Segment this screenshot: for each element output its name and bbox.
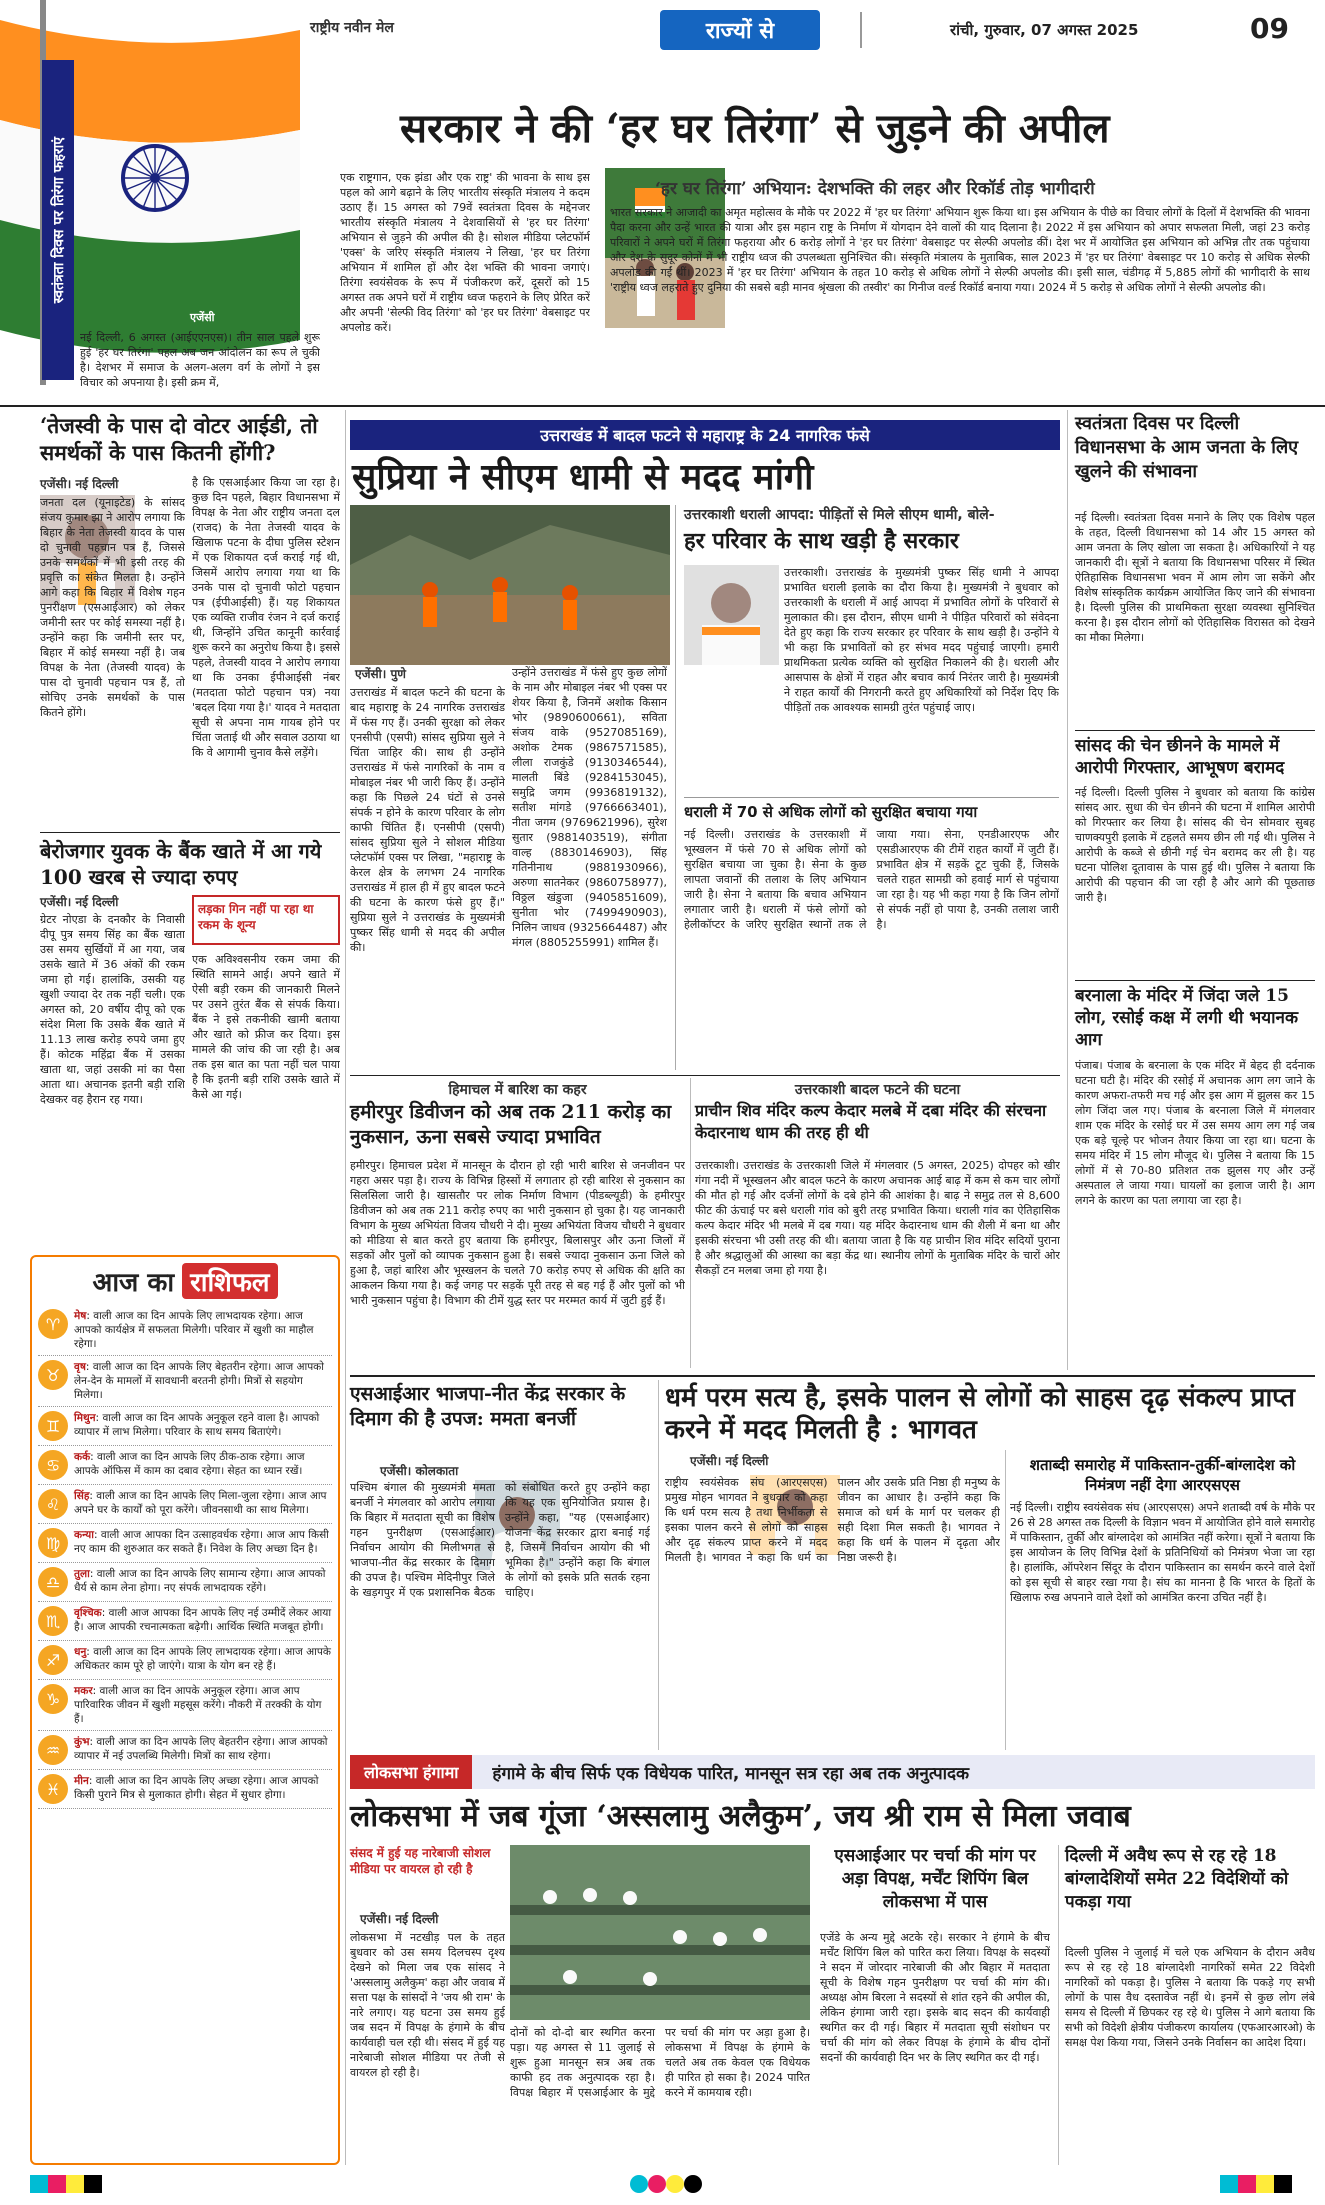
dhami-headline: हर परिवार के साथ खड़ी है सरकार [684, 528, 959, 554]
bhagwat-headline: धर्म परम सत्य है, इसके पालन से लोगों को साहस दृढ़ संकल्प प्राप्त करने में मदद मिलती है : भागवत [665, 1383, 1296, 1445]
himachal-top-rule [350, 1075, 1060, 1076]
rashifal-sign-name: वृष [74, 1361, 86, 1373]
bhagwat-text: राष्ट्रीय स्वयंसेवक संघ (आरएसएस) प्रमुख मोहन भागवत ने बुधवार को कहा कि धर्म परम सत्य है तथा निर्भीकता से इसका पालन करने से लोगों को साहस और दृढ़ संकल्प प्राप्त करने में मदद मिलती है। भागवत ने कहा कि धर्म का पालन और उसके प्रति निष्ठा ही मनुष्य के जीवन का आधार है। उन्होंने कहा कि समाज को धर्म के मार्ग पर चलकर ही सही दिशा मिल सकती है। भागवत ने कहा कि धर्म के पालन में दृढ़ता और निष्ठा जरूरी है। [665, 1476, 1000, 1564]
zodiac-sign-icon: ♈ [38, 1309, 68, 1339]
rashifal-row [38, 1356, 332, 1407]
zodiac-sign-icon: ♏ [38, 1606, 68, 1636]
rashifal-row [38, 1524, 332, 1563]
cmyk-registration-marks-right [1220, 2175, 1292, 2193]
merchant-text: एजेंडे के अन्य मुद्दे अटके रहे। सरकार ने हंगामे के बीच मर्चेंट शिपिंग बिल को पारित करा लिया। विपक्ष के सदस्यों ने सदन में जोरदार नारेबाजी की और बिहार में मतदाता सूची के विशेष गहन पुनरीक्षण पर चर्चा की मांग की। अध्यक्ष ओम बिरला ने सदस्यों से शांत रहने की अपील की, लेकिन हंगामा जारी रहा। इसके बाद सदन की कार्यवाही स्थगित कर दी गई। बिहार में मतदाता सूची संशोधन पर चर्चा की मांग को लेकर विपक्ष के हंगामे के बीच दोनों सदनों की कार्यवाही दिन भर के लिए स्थगित कर दी गई। [820, 1931, 1050, 2064]
zodiac-sign-icon: ♉ [38, 1360, 68, 1390]
loksabha-ticker: हंगामे के बीच सिर्फ एक विधेयक पारित, मानसून सत्र रहा अब तक अनुत्पादक [492, 1763, 970, 1784]
loksabha-headline: लोकसभा में जब गूंजा ‘अस्सलामु अलैकुम’, जय श्री राम से मिला जवाब [350, 1799, 1131, 1834]
rashifal-entry: वृष: वाली आज का दिन आपके लिए बेहतरीन रहेगा। आज आपको लेन-देन के मामलों में सावधानी बरतनी होगी। मित्रों से सहयोग मिलेगा। [74, 1361, 324, 1401]
loksabha-text: लोकसभा में नटखीड़ पल के तहत बुधवार को उस समय दिलचस्प दृश्य देखने को मिला जब एक सांसद ने 'अस्सलामु अलैकुम' कहा और जवाब में सत्ता पक्ष के सांसदों ने 'जय श्री राम' के नारे लगाए। यह घटना उस समय हुई जब सदन में विपक्ष के हंगामे के बीच कार्यवाही चल रही थी। संसद में हुई यह नारेबाजी सोशल मीडिया पर तेजी से वायरल हो रही है। [350, 1931, 505, 2079]
zodiac-sign-icon: ♐ [38, 1645, 68, 1675]
rashifal-entry: कुंभ: वाली आज का दिन आपके लिए बेहतरीन रहेगा। आज आपको व्यापार में नई उपलब्धि मिलेगी। मित्रों का साथ रहेगा। [74, 1736, 328, 1762]
rashifal-entry: कन्या: वाली आज आपका दिन उत्साहवर्धक रहेगा। आज आप किसी नए काम की शुरुआत कर सकते हैं। निवेश के लिए अच्छा दिन है। [74, 1529, 329, 1555]
rashifal-sign-name: कन्या [74, 1529, 94, 1541]
zodiac-sign-icon: ♎ [38, 1567, 68, 1597]
rashifal-entry: वृश्चिक: वाली आज आपका दिन आपके लिए नई उम्मीदें लेकर आया है। आज आपकी रचनात्मकता बढ़ेगी। आर्थिक स्थिति मजबूत होगी। [74, 1607, 332, 1633]
rashifal-sign-name: मिथुन [74, 1412, 96, 1424]
dhami-text: उत्तरकाशी। उत्तराखंड के मुख्यमंत्री पुष्कर सिंह धामी ने आपदा प्रभावित धराली इलाके का दौरा किया है। मुख्यमंत्री ने बुधवार को उत्तरकाशी के धराली में आई आपदा में प्रभावित लोगों के परिवारों से मुलाकात की। इस दौरान, सीएम धामी ने पीड़ित परिवारों को संवेदना देते हुए कहा कि राज्य सरकार हर परिवार के साथ खड़ी है। उन्होंने ये भी कहा कि प्रभावितों को हर संभव मदद पहुंचाई जाएगी। हमारी प्राथमिकता प्रत्येक व्यक्ति को सुरक्षित निकालने की है। धराली और आसपास के क्षेत्रों में राहत और बचाव कार्य निरंतर जारी है। मुख्यमंत्री ने राहत कार्यों की निगरानी करते हुए अधिकारियों को निर्देश दिए कि पीड़ितों तक आवश्यक सामग्री तुरंत पहुंचाई जाए। [784, 566, 1059, 714]
chain-snatch-headline: सांसद की चेन छीनने के मामले में आरोपी गिरफ्तार, आभूषण बरामद [1075, 736, 1285, 778]
divider-6 [1058, 1845, 1059, 2165]
rashifal-row [38, 1563, 332, 1602]
unemployed-callout [192, 895, 340, 945]
chain-top-rule [1075, 730, 1315, 731]
loksabha-photo [510, 1845, 810, 2020]
mamata-headline: एसआईआर भाजपा-नीत केंद्र सरकार के दिमाग की है उपज: ममता बनर्जी [350, 1383, 626, 1430]
uttarakhand-kicker-bar [350, 420, 1060, 450]
rashifal-sign-text: वाली आज आपका दिन आपके लिए नई उम्मीदें लेकर आया है। आज आपकी रचनात्मकता बढ़ेगी। आर्थिक स्थिति मजबूत होगी। [74, 1607, 332, 1633]
delhi-assembly-text: नई दिल्ली। स्वतंत्रता दिवस मनाने के लिए एक विशेष पहल के तहत, दिल्ली विधानसभा को 14 और 15 अगस्त को आम जनता के लिए खोला जा सकता है। अधिकारियों ने यह जानकारी दी। सूत्रों ने बताया कि विधानसभा परिसर में स्थित ऐतिहासिक विधानसभा भवन में आम लोग जा सकेंगे और विशेष सांस्कृतिक कार्यक्रम आयोजित किए जाने की संभावना है। दिल्ली पुलिस की प्राथमिकता सुरक्षा व्यवस्था सुनिश्चित करना है। इस दौरान लोगों को ऐतिहासिक विरासत को देखने का मौका मिलेगा। [1075, 511, 1315, 644]
rashifal-entry: मीन: वाली आज का दिन आपके लिए अच्छा रहेगा। आज आपको किसी पुराने मित्र से मुलाकात होगी। सेहत में सुधार होगा। [74, 1775, 319, 1801]
rashifal-sign-name: धनु [74, 1646, 87, 1658]
zodiac-sign-icon: ♒ [38, 1735, 68, 1765]
uttarakhand-byline: एजेंसी। पुणे [355, 667, 406, 681]
tejashwi-byline: एजेंसी। नई दिल्ली [40, 477, 119, 491]
kalp-kedar-text: उत्तरकाशी। उत्तराखंड के उत्तरकाशी जिले में मंगलवार (5 अगस्त, 2025) दोपहर को खीर गंगा नदी में भूस्खलन और बादल फटने के कारण अचानक आई बाढ़ में कम से कम चार लोगों की मौत हो गई और दर्जनों लोगों के दबे होने की आशंका है। बाढ़ ने समुद्र तल से 8,600 फीट की ऊंचाई पर बसे धराली गांव को बुरी तरह प्रभावित किया। धराली गांव का ऐतिहासिक कल्प केदार मंदिर भी मलबे में दब गया। यह मंदिर केदारनाथ धाम की शैली में बना था और इसकी संरचना भी उसी तरह की थी। बताया जाता है कि यह प्राचीन शिव मंदिर सदियों पुराना है और श्रद्धालुओं की आस्था का बड़ा केंद्र था। स्थानीय लोगों के मुताबिक मंदिर के चारों ओर सैकड़ों टन मलबा जमा हो गया है। [695, 1159, 1060, 1277]
rashifal-row [38, 1305, 332, 1356]
unemployed-headline: बेरोजगार युवक के बैंक खाते में आ गये 100 खरब से ज्यादा रुपए [40, 839, 322, 889]
chain-snatch-text: नई दिल्ली। दिल्ली पुलिस ने बुधवार को बताया कि कांग्रेस सांसद आर. सुधा की चेन छीनने की घटना में शामिल आरोपी को गिरफ्तार कर लिया है। सांसद की चेन सोमवार सुबह चाणक्यपुरी इलाके में टहलते समय छीन ली गई थी। पुलिस ने आरोपी के कब्जे से छीनी गई चेन बरामद कर ली है। यह घटना पोलिश दूतावास के पास हुई थी। पुलिस ने बताया कि आरोपी की पहचान की जा रही है और आगे की पूछताछ जारी है। [1075, 786, 1315, 904]
lead-col-3: भारत सरकार ने आजादी का अमृत महोत्सव के मौके पर 2022 में 'हर घर तिरंगा' अभियान शुरू किया था। इस अभियान के पीछे का विचार लोगों के दिलों में देशभक्ति की भावना पैदा करना और उन्हें भारत की यात्रा और इस महान राष्ट्र के निर्माण में योगदान देने वालों की याद दिलाना है। 2022 में इस अभियान को अपार सफलता मिली, जहां 23 करोड़ परिवारों ने अपने घरों में तिरंगा फहराया और 6 करोड़ लोगों ने 'हर घर तिरंगा' वेबसाइट पर सेल्फी अपलोड कीं। देश भर में आयोजित इस अभियान को अभिन्न तौर तक पहुंचाया और देश के सुदूर कोनों में भी राष्ट्रीय ध्वज की उपलब्धता सुनिश्चित की। संस्कृति मंत्रालय के मुताबिक, साल 2023 में 'हर घर तिरंगा' वेबसाइट पर 10 करोड़ से अधिक सेल्फी अपलोड की गईं थीं। 2023 में 'हर घर तिरंगा' अभियान के तहत 10 करोड़ से अधिक लोगों ने सेल्फी अपलोड की। इसी साल, चंडीगढ़ में 5,885 लोगों की भागीदारी के साथ 'राष्ट्रीय ध्वज लहराते हुए दुनिया की सबसे बड़ी मानव श्रृंखला की तस्वीर' का गिनीज वर्ल्ड रिकॉर्ड बनाया गया। 2024 में 5 करोड़ से अधिक लोगों ने सेल्फी अपलोड की। [610, 206, 1310, 294]
rashifal-sign-name: मकर [74, 1685, 93, 1697]
rashifal-sign-text: वाली आज का दिन आपके लिए ठीक-ठाक रहेगा। आज आपके ऑफिस में काम का दबाव रहेगा। सेहत का ध्यान रखें। [74, 1451, 305, 1477]
page-number: 09 [1250, 12, 1289, 45]
publication-name: राष्ट्रीय नवीन मेल [310, 20, 394, 36]
dateline: रांची, गुरुवार, 07 अगस्त 2025 [950, 21, 1139, 39]
masthead-divider [860, 12, 862, 48]
tejashwi-col-2: है कि एसआईआर किया जा रहा है। कुछ दिन पहले, बिहार विधानसभा में विपक्ष के नेता और राष्ट्रीय जनता दल (राजद) के नेता तेजस्वी यादव के खिलाफ पटना के दीघा पुलिस स्टेशन में एक शिकायत दर्ज कराई गई थी, जिसमें आरोप लगाया गया था कि उनके पास दो चुनावी फोटो पहचान पत्र (ईपीआईसी) हैं। यह शिकायत एक व्यक्ति राजीव रंजन ने दर्ज कराई थी, जिन्होंने उचित कानूनी कार्रवाई शुरू करने का अनुरोध किया है। इससे पहले, तेजस्वी यादव ने आरोप लगाया था कि उनका ईपीआईसी नंबर (मतदाता फोटो पहचान पत्र) नया 'बदल दिया गया है।' यादव ने मतदाता सूची से अपना नाम गायब होने पर चिंता जताई थी और सवाल उठाया था कि वे आगामी चुनाव कैसे लड़ेंगे। [192, 476, 340, 759]
cmyk-registration-marks [30, 2175, 102, 2193]
section-title: राज्यों से [705, 19, 775, 44]
rashifal-row [38, 1602, 332, 1641]
rashifal-entry: धनु: वाली आज का दिन आपके लिए लाभदायक रहेगा। आज आपके अधिकतर काम पूरे हो जाएंगे। यात्रा के योग बन रहे हैं। [74, 1646, 331, 1672]
rss-conf-headline: शताब्दी समारोह में पाकिस्तान-तुर्की-बांग्लादेश को निमंत्रण नहीं देगा आरएसएस [1029, 1456, 1296, 1494]
divider-3 [690, 1078, 691, 1368]
zodiac-sign-icon: ♊ [38, 1411, 68, 1441]
rashifal-row [38, 1446, 332, 1485]
mamata-top-rule [350, 1375, 1315, 1377]
flag-vertical-caption [42, 60, 74, 380]
mamata-byline: एजेंसी। कोलकाता [380, 1464, 459, 1478]
cm-dhami-photo [684, 565, 779, 665]
rashifal-box [30, 1255, 340, 2165]
divider-5 [1005, 1450, 1006, 1750]
top-section-rule [0, 405, 1325, 407]
rashifal-row [38, 1641, 332, 1680]
divider-2 [1067, 410, 1068, 1370]
divider-4 [658, 1380, 659, 1750]
tejashwi-col-1: जनता दल (यूनाइटेड) के सांसद संजय कुमार झा ने आरोप लगाया कि बिहार के नेता तेजस्वी यादव के पास दो चुनावी पहचान पत्र हैं, जिससे उनके समर्थकों में भी इसी तरह की प्रवृत्ति का संकेत मिलता है। उन्होंने आगे कहा कि बिहार में विशेष गहन पुनरीक्षण (एसआईआर) को लेकर जमीनी स्तर पर कोई समस्या नहीं है। उन्होंने कहा कि जमीनी स्तर पर, बिहार में कोई समस्या नहीं है। जब विपक्ष के नेता (तेजस्वी यादव) के पास दो चुनावी पहचान पत्र हैं, तो सोचिए उनके समर्थकों के पास कितने होंगे। [40, 496, 185, 719]
himachal-kicker: हिमाचल में बारिश का कहर [448, 1082, 587, 1098]
rashifal-sign-name: मीन [74, 1775, 89, 1787]
dhami-subheadline: धराली में 70 से अधिक लोगों को सुरक्षित बचाया गया [684, 803, 978, 821]
rashifal-sign-text: वाली आज का दिन आपके लिए बेहतरीन रहेगा। आज आपको लेन-देन के मामलों में सावधानी बरतनी होगी। मित्रों से सहयोग मिलेगा। [74, 1361, 324, 1401]
rashifal-sign-text: वाली आज का दिन आपके लिए लाभदायक रहेगा। आज आपको कार्यक्षेत्र में सफलता मिलेगी। परिवार में खुशी का माहौल रहेगा। [74, 1310, 314, 1350]
dhami-sub-rule [684, 797, 1059, 798]
zodiac-sign-icon: ♍ [38, 1528, 68, 1558]
dhami-sub-text: नई दिल्ली। उत्तराखंड के उत्तरकाशी में भूस्खलन में फंसे 70 से अधिक लोगों को सुरक्षित बचाया जा चुका है। सेना के कुछ लापता जवानों की तलाश के लिए अभियान जारी है। सेना ने बताया कि बचाव अभियान लगातार जारी है। धराली में फंसे लोगों को हेलीकॉप्टर के जरिए सुरक्षित स्थानों तक ले जाया गया। सेना, एनडीआरएफ और एसडीआरएफ की टीमें राहत कार्यों में जुटी हैं। प्रभावित क्षेत्र में सड़कें टूट चुकी हैं, जिसके चलते राहत सामग्री को हवाई मार्ग से पहुंचाया जा रहा है। यह भी कहा गया है कि जिन लोगों से संपर्क नहीं हो पाया है, उनकी तलाश जारी है। [684, 828, 1059, 931]
rashifal-sign-text: वाली आज का दिन आपके लिए सामान्य रहेगा। आज आपको धैर्य से काम लेना होगा। नए संपर्क लाभदायक रहेंगे। [74, 1568, 326, 1594]
barnala-text: पंजाब। पंजाब के बरनाला के एक मंदिर में बेहद ही दर्दनाक घटना घटी है। मंदिर की रसोई में अचानक आग लग जाने के कारण अफरा-तफरी मच गई और इस आग में झुलस कर 15 लोग जिंदा जल गए। पंजाब के बरनाला जिले में मंगलवार शाम एक मंदिर के रसोई घर में उस समय आग लग गई जब एक बड़े चूल्हे पर भोजन तैयार किया जा रहा था। घटना के समय मंदिर में 15 लोग मौजूद थे। पुलिस ने बताया कि 15 लोगों में से 70-80 प्रतिशत तक झुलस गए और उन्हें अस्पताल ले जाया गया। घायलों का इलाज जारी है। आग लगने के कारण का पता लगाया जा रहा है। [1075, 1059, 1315, 1207]
loksabha-text-2: दोनों को दो-दो बार स्थगित करना पड़ा। यह अगस्त से 11 जुलाई से शुरू हुआ मानसून सत्र अब तक काफी हद तक अनुत्पादक रहा है। विपक्ष बिहार में एसआईआर के मुद्दे पर चर्चा की मांग पर अड़ा हुआ है। लोकसभा में विपक्ष के हंगामे के चलते अब तक केवल एक विधेयक ही पारित हो सका है। 2024 पारित करने में कामयाब रही। [510, 2026, 810, 2099]
rashifal-row [38, 1731, 332, 1770]
unemployed-col-1: ग्रेटर नोएडा के दनकौर के निवासी दीपू पुत्र समय सिंह का बैंक खाता उस समय सुर्खियों में आ गया, जब उसके खाते में 36 अंकों की रकम जमा हो गई। हालांकि, उसकी यह खुशी ज्यादा देर तक नहीं चली। एक अगस्त को, 20 वर्षीय दीपू को एक संदेश मिला कि उसके बैंक खाते में 11.13 लाख करोड़ रुपये जमा हुए हैं। कोटक महिंद्रा बैंक में उसका खाता था, जहां उसकी मां का पैसा आता था। अचानक इतनी बड़ी राशि देखकर वह हैरान रह गया। [40, 913, 185, 1106]
mamata-text: पश्चिम बंगाल की मुख्यमंत्री ममता बनर्जी ने मंगलवार को आरोप लगाया कि बिहार में मतदाता सूची का विशेष गहन पुनरीक्षण (एसआईआर) निर्वाचन आयोग की मिलीभगत से भाजपा-नीत केंद्र सरकार के दिमाग की उपज है। पश्चिम मेदिनीपुर जिले के खड़गपुर में एक प्रशासनिक बैठक को संबोधित करते हुए उन्होंने कहा कि यह एक सुनियोजित प्रयास है। उन्होंने कहा, "यह (एसआईआर) योजना केंद्र सरकार द्वारा बनाई गई है, जिसमें निर्वाचन आयोग की भी भूमिका है।" उन्होंने कहा कि बंगाल के लोगों को इसके प्रति सतर्क रहना चाहिए। [350, 1481, 650, 1599]
rashifal-sign-name: तुला [74, 1568, 90, 1580]
uttarakhand-headline: सुप्रिया ने सीएम धामी से मदद मांगी [352, 456, 814, 498]
rashifal-sign-name: कुंभ [74, 1736, 90, 1748]
lead-col-2: एक राष्ट्रगान, एक झंडा और एक राष्ट्र' की भावना के साथ इस पहल को आगे बढ़ाने के लिए भारतीय संस्कृति मंत्रालय ने कदम उठाए हैं। 15 अगस्त को 79वें स्वतंत्रता दिवस के मद्देनजर भारतीय संस्कृति मंत्रालय ने देशवासियों से 'हर घर तिरंगा' अभियान से जुड़ने की अपील की है। सोशल मीडिया प्लेटफॉर्म 'एक्स' के जरिए संस्कृति मंत्रालय ने लिखा, 'हर घर तिरंगा अभियान में शामिल हों और देश भक्ति की भावना जगाएं। तिरंगा स्वयंसेवक के रूप में पंजीकरण करें, दूसरों को 15 अगस्त तक अपने घरों में राष्ट्रीय ध्वज फहराने के लिए प्रेरित करें और अपनी 'सेल्फी विद तिरंगा' को 'हर घर तिरंगा' वेबसाइट पर अपलोड करें। [340, 171, 590, 334]
rashifal-sign-text: वाली आज का दिन आपके लिए अच्छा रहेगा। आज आपको किसी पुराने मित्र से मुलाकात होगी। सेहत में सुधार होगा। [74, 1775, 319, 1801]
rashifal-row [38, 1485, 332, 1524]
rescue-photo [350, 505, 670, 665]
uttarakhand-col-2: उन्होंने उत्तराखंड में फंसे हुए कुछ लोगों के नाम और मोबाइल नंबर भी एक्स पर शेयर किया है, जिनमें अशोक किसान भोर (9890600661), सविता संजय वाके (9527085169), अशोक टेमक (9867571585), लीला राजकुंडे (9130346544), मालती बिंडे (9284153045), समुद्रि जगम (9936819132), सतीश मांगडे (9766663401), नीता जगम (9769621996), सुरेश सुतार (9881403519), संगीता वाल्ह (8830146903), सिंह गतिनीनाथ (9881930966), अरुणा सातनेकर (9860758977), विठ्ठल खंडुजा (9405851609), सुनीता भोर (7499490903), निलिन जाधव (9325664487) और मंगल (8805255991) शामिल हैं। [512, 666, 667, 949]
zodiac-sign-icon: ♌ [38, 1489, 68, 1519]
zodiac-sign-icon: ♑ [38, 1684, 68, 1714]
section-badge [660, 10, 820, 50]
rashifal-row [38, 1680, 332, 1731]
cmyk-registration-marks-center [630, 2175, 702, 2193]
rashifal-sign-name: मेष [74, 1310, 87, 1322]
kalp-kedar-headline: प्राचीन शिव मंदिर कल्प केदार मलबे में दबा मंदिर की संरचना केदारनाथ धाम की तरह ही थी [695, 1101, 1047, 1142]
lead-sub-bar [610, 176, 1310, 199]
lead-subheadline-text: ‘हर घर तिरंगा’ अभियान: देशभक्ति की लहर और रिकॉर्ड तोड़ भागीदारी [655, 179, 1095, 199]
rashifal-row [38, 1407, 332, 1446]
rashifal-sign-text: वाली आज का दिन आपके अनुकूल रहने वाला है। आपको व्यापार में लाभ मिलेगा। परिवार के साथ समय बिताएंगे। [74, 1412, 320, 1438]
unemployed-byline: एजेंसी। नई दिल्ली [40, 895, 119, 909]
rss-conf-text: नई दिल्ली। राष्ट्रीय स्वयंसेवक संघ (आरएसएस) अपने शताब्दी वर्ष के मौके पर 26 से 28 अगस्त तक दिल्ली के विज्ञान भवन में आयोजित होने वाले समारोह में पाकिस्तान, तुर्की और बांग्लादेश को आमंत्रित नहीं करेगा। सूत्रों ने बताया कि इस आयोजन के लिए विभिन्न देशों के प्रतिनिधियों को निमंत्रण भेजा जा रहा है। हालांकि, ऑपरेशन सिंदूर के दौरान पाकिस्तान का समर्थन करने वाले देशों को इस सूची से बाहर रखा गया है। संघ का मानना है कि भारत के हितों के खिलाफ रुख अपनाने वाले देशों को आमंत्रित करना उचित नहीं है। [1010, 1501, 1315, 1604]
unemployed-col-2: एक अविश्वसनीय रकम जमा की स्थिति सामने आई। अपने खाते में ऐसी बड़ी रकम की जानकारी मिलने पर उसने तुरंत बैंक से संपर्क किया। बैंक ने इसे तकनीकी खामी बताया और खाते को फ्रीज कर दिया। इस मामले की जांच की जा रही है। अब तक इस बात का पता नहीं चल पाया है कि इतनी बड़ी राशि उसके खाते में कैसे आ गई। [192, 953, 340, 1101]
lead-col-1: नई दिल्ली, 6 अगस्त (आईएएनएस)। तीन साल पहले शुरू हुई 'हर घर तिरंगा' पहल अब जन आंदोलन का रूप ले चुकी है। देशभर में समाज के अलग-अलग वर्ग के लोगों ने इस विचार को अपनाया है। इसी क्रम में, [80, 331, 320, 389]
divider-1 [345, 410, 346, 2165]
rashifal-row [38, 1770, 332, 1809]
uttarakhand-col-1: उत्तराखंड में बादल फटने की घटना के बाद महाराष्ट्र के 24 नागरिक उत्तराखंड में फंस गए हैं। उनकी सुरक्षा को लेकर एनसीपी (एसपी) सांसद सुप्रिया सुले ने चिंता जाहिर की। साथ ही उन्होंने उत्तराखंड में फंसे नागरिकों के नाम व मोबाइल नंबर भी जारी किए हैं। उन्होंने कहा कि पिछले 24 घंटों से उनसे संपर्क न होने के कारण परिवार के लोग काफी चिंतित हैं। एनसीपी (एसपी) सांसद सुप्रिया सुले ने सोशल मीडिया प्लेटफॉर्म एक्स पर लिखा, "महाराष्ट्र के केरल क्षेत्र के लगभग 24 नागरिक उत्तराखंड में हाल ही में हुए बादल फटने की घटना के कारण फंसे हुए हैं।" सुप्रिया सुले ने उत्तराखंड के मुख्यमंत्री पुष्कर सिंह धामी से मदद की अपील की। [350, 686, 505, 954]
merchant-headline: एसआईआर पर चर्चा की मांग पर अड़ा विपक्ष, मर्चेंट शिपिंग बिल लोकसभा में पास [834, 1846, 1036, 1912]
loksabha-callout-text: संसद में हुई यह नारेबाजी सोशल मीडिया पर वायरल हो रही है [350, 1846, 491, 1876]
delhi-assembly-headline: स्वतंत्रता दिवस पर दिल्ली विधानसभा के आम जनता के लिए खुलने की संभावना [1075, 413, 1299, 482]
rashifal-sign-text: वाली आज का दिन आपके लिए लाभदायक रहेगा। आज आपके अधिकतर काम पूरे हो जाएंगे। यात्रा के योग बन रहे हैं। [74, 1646, 331, 1672]
rashifal-entry: सिंह: वाली आज का दिन आपके लिए मिला-जुला रहेगा। आज आप अपने घर के कार्यों को पूरा करेंगे। जीवनसाथी का साथ मिलेगा। [74, 1490, 327, 1516]
rashifal-sign-name: वृश्चिक [74, 1607, 102, 1619]
barnala-headline: बरनाला के मंदिर में जिंदा जले 15 लोग, रसोई कक्ष में लगी थी भयानक आग [1075, 986, 1299, 1050]
rashifal-sign-text: वाली आज आपका दिन उत्साहवर्धक रहेगा। आज आप किसी नए काम की शुरुआत कर सकते हैं। निवेश के लिए अच्छा दिन है। [74, 1529, 329, 1555]
flag-vertical-text: स्वतंत्रता दिवस पर तिरंगा फहराएं [50, 136, 67, 304]
zodiac-sign-icon: ♋ [38, 1450, 68, 1480]
himachal-headline: हमीरपुर डिवीजन को अब तक 211 करोड़ का नुकसान, ऊना सबसे ज्यादा प्रभावित [350, 1101, 672, 1148]
himachal-text: हमीरपुर। हिमाचल प्रदेश में मानसून के दौरान हो रही भारी बारिश से जनजीवन पर गहरा असर पड़ा है। राज्य के विभिन्न हिस्सों में लगातार हो रही बारिश से नुकसान का सिलसिला जारी है। खासतौर पर लोक निर्माण विभाग (पीडब्ल्यूडी) के हमीरपुर डिवीजन को अब तक 211 करोड़ रुपए का भारी नुकसान हो चुका है। यह जानकारी विभाग के मुख्य अभियंता विजय चौधरी ने दी। मुख्य अभियंता विजय चौधरी ने बुधवार को मीडिया से बात करते हुए बताया कि हमीरपुर, बिलासपुर और ऊना जिलों में सड़कों और पुलों को व्यापक नुकसान हुआ है। सबसे ज्यादा नुकसान ऊना जिले को हुआ है, जहां बारिश और भूस्खलन के चलते 70 करोड़ रुपए से अधिक की क्षति का आकलन किया गया है। कई जगह पर सड़कें पूरी तरह से बह गई हैं और पुलों को भी भारी नुकसान पहुंचा है। विभाग की टीमें युद्ध स्तर पर मरम्मत कार्य में जुटी हुई हैं। [350, 1159, 685, 1307]
rashifal-title-prefix: आज का [92, 1268, 175, 1298]
dhami-box [675, 505, 1060, 1070]
rashifal-title [38, 1263, 332, 1299]
kalp-kedar-kicker: उत्तरकाशी बादल फटने की घटना [794, 1082, 961, 1098]
rashifal-entry: कर्क: वाली आज का दिन आपके लिए ठीक-ठाक रहेगा। आज आपके ऑफिस में काम का दबाव रहेगा। सेहत का ध्यान रखें। [74, 1451, 305, 1477]
rashifal-entry: मकर: वाली आज का दिन आपके अनुकूल रहेगा। आज आप पारिवारिक जीवन में खुशी महसूस करेंगे। नौकरी में तरक्की के योग हैं। [74, 1685, 322, 1725]
zodiac-sign-icon: ♓ [38, 1774, 68, 1804]
tejashwi-headline: ‘तेजस्वी के पास दो वोटर आईडी, तो समर्थकों के पास कितनी होंगी? [40, 413, 318, 465]
rashifal-list [38, 1305, 332, 1809]
uttarakhand-kicker: उत्तराखंड में बादल फटने से महाराष्ट्र के 24 नागरिक फंसे [540, 426, 870, 445]
unemployed-callout-text: लड़का गिन नहीं पा रहा था रकम के शून्य [198, 902, 314, 932]
rashifal-title-main: राशिफल [182, 1263, 277, 1299]
bhagwat-byline: एजेंसी। नई दिल्ली [690, 1454, 769, 1468]
loksabha-label: लोकसभा हंगामा [350, 1755, 472, 1789]
unemployed-top-rule [40, 832, 340, 833]
rashifal-sign-text: वाली आज का दिन आपके लिए बेहतरीन रहेगा। आज आपको व्यापार में नई उपलब्धि मिलेगी। मित्रों का साथ रहेगा। [74, 1736, 328, 1762]
rashifal-entry: मिथुन: वाली आज का दिन आपके अनुकूल रहने वाला है। आपको व्यापार में लाभ मिलेगा। परिवार के साथ समय बिताएंगे। [74, 1412, 320, 1438]
rashifal-sign-name: कर्क [74, 1451, 91, 1463]
rashifal-entry: तुला: वाली आज का दिन आपके लिए सामान्य रहेगा। आज आपको धैर्य से काम लेना होगा। नए संपर्क लाभदायक रहेंगे। [74, 1568, 326, 1594]
rashifal-sign-text: वाली आज का दिन आपके लिए मिला-जुला रहेगा। आज आप अपने घर के कार्यों को पूरा करेंगे। जीवनसाथी का साथ मिलेगा। [74, 1490, 327, 1516]
bangladeshi-text: दिल्ली पुलिस ने जुलाई में चले एक अभियान के दौरान अवैध रूप से रह रहे 18 बांग्लादेशी नागरिकों समेत 22 विदेशी नागरिकों को पकड़ा है। पुलिस ने बताया कि पकड़े गए सभी लोगों के पास वैध दस्तावेज नहीं थे। इनमें से कुछ लोग लंबे समय से दिल्ली में छिपकर रह रहे थे। पुलिस ने आगे बताया कि सभी को विदेशी क्षेत्रीय पंजीकरण कार्यालय (एफआरआरओ) के समक्ष पेश किया गया, जिसने उनके निर्वासन का आदेश दिया। [1065, 1946, 1315, 2049]
loksabha-byline: एजेंसी। नई दिल्ली [360, 1912, 439, 1926]
rashifal-sign-name: सिंह [74, 1490, 90, 1502]
lead-headline: सरकार ने की ‘हर घर तिरंगा’ से जुड़ने की अपील [400, 105, 1110, 152]
lead-photo-credit: एजेंसी [190, 311, 215, 324]
bangladeshi-headline: दिल्ली में अवैध रूप से रह रहे 18 बांग्लादेशियों समेत 22 विदेशियों को पकड़ा गया [1065, 1846, 1289, 1912]
rashifal-sign-text: वाली आज का दिन आपके अनुकूल रहेगा। आज आप पारिवारिक जीवन में खुशी महसूस करेंगे। नौकरी में तरक्की के योग हैं। [74, 1685, 322, 1725]
dhami-kicker: उत्तरकाशी धराली आपदा: पीड़ितों से मिले सीएम धामी, बोले- [684, 507, 995, 523]
barnala-top-rule [1075, 980, 1315, 981]
loksabha-bar [350, 1755, 1315, 1789]
rashifal-entry: मेष: वाली आज का दिन आपके लिए लाभदायक रहेगा। आज आपको कार्यक्षेत्र में सफलता मिलेगी। परिवार में खुशी का माहौल रहेगा। [74, 1310, 314, 1350]
loksabha-callout [350, 1845, 500, 1905]
